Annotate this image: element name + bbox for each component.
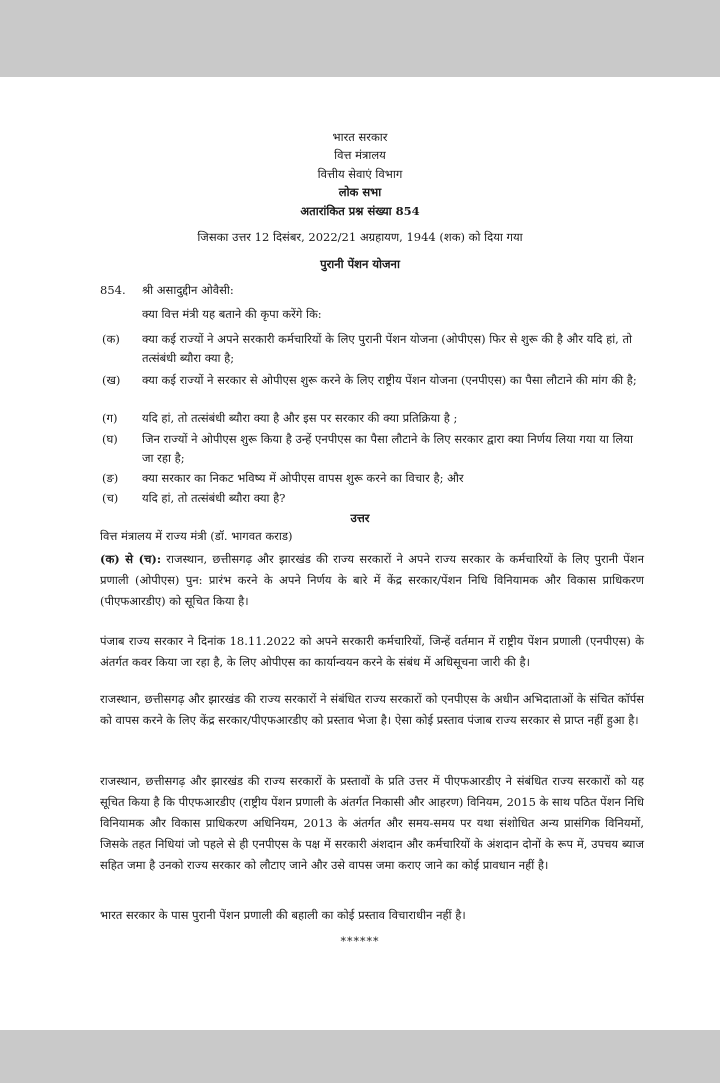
item-label: (च)	[102, 491, 119, 505]
answer-paragraph-4: राजस्थान, छत्तीसगढ़ और झारखंड की राज्य सरकारों के प्रस्तावों के प्रति उत्तर में पीएफआरडीए ने संबंधित राज्य सरकारों को यह सूचित किया है कि पीएफआरडीए (राष्ट्रीय पेंशन प्रणाली के अंतर्गत निकासी और आहरण) विनियम, 2015 के साथ पठित पेंशन निधि विनियामक और विकास प्राधिकरण अधिनियम, 2013 के अंतर्गत और समय-समय पर यथा संशोधित अन्य प्रासंगिक विनियमों, जिसके तहत निधियां जो पहले से ही एनपीएस के पक्ष में सरकारी अंशदान और कर्मचारियों के अंशदान दोनों के रूप में, उपचय ब्याज सहित जमा है उनको राज्य सरकार को लौटाए जाने और उसे वापस जमा कराए जाने का कोई प्रावधान नहीं है।	[100, 774, 644, 872]
bottom-gray-band	[0, 1030, 720, 1083]
answer-paragraph-1-text: राजस्थान, छत्तीसगढ़ और झारखंड की राज्य सरकारों ने अपने राज्य सरकार के कर्मचारियों के लिए पुरानी पेंशन प्रणाली (ओपीएस) पुन: प्रारंभ करने के अपने निर्णय के बारे में केंद्र सरकार/पेंशन निधि विनियामक और विकास प्राधिकरण (पीएफआरडीए) को सूचित किया है।	[100, 552, 644, 608]
item-label: (ग)	[102, 411, 118, 425]
answer-lead: (क) से (च):	[100, 552, 162, 566]
item-label: (ङ)	[102, 471, 119, 485]
answer-date: जिसका उत्तर 12 दिसंबर, 2022/21 अग्रहायण, 1944 (शक) को दिया गया	[197, 230, 523, 244]
top-gray-band	[0, 0, 720, 77]
item-text: यदि हां, तो तत्संबंधी ब्यौरा क्या है और इस पर सरकार की क्या प्रतिक्रिया है ;	[142, 411, 458, 425]
item-text: क्या कई राज्यों ने सरकार से ओपीएस शुरू करने के लिए राष्ट्रीय पेंशन योजना (एनपीएस) का पैसा लौटाने की मांग की है;	[142, 373, 637, 387]
end-marker: ******	[340, 935, 380, 948]
question-number: 854.	[100, 283, 126, 297]
document-page	[0, 77, 720, 1030]
item-text: क्या कई राज्यों ने अपने सरकारी कर्मचारियों के लिए पुरानी पेंशन योजना (ओपीएस) फिर से शुरू की है और यदि हां, तो तत्संबंधी ब्यौरा क्या है;	[142, 332, 633, 365]
subject-title: पुरानी पेंशन योजना	[320, 257, 400, 271]
answer-paragraph-1	[100, 549, 644, 612]
header-department: वित्तीय सेवाएं विभाग	[317, 167, 403, 181]
question-title: अतारांकित प्रश्न संख्या 854	[300, 204, 420, 218]
answer-paragraph-5: भारत सरकार के पास पुरानी पेंशन प्रणाली की बहाली का कोई प्रस्ताव विचाराधीन नहीं है।	[100, 908, 466, 922]
member-name: श्री असादुद्दीन ओवैसी:	[142, 283, 234, 297]
item-text: यदि हां, तो तत्संबंधी ब्यौरा क्या है?	[142, 491, 286, 505]
header-govt: भारत सरकार	[332, 130, 388, 144]
answer-paragraph-3: राजस्थान, छत्तीसगढ़ और झारखंड की राज्य सरकारों ने संबंधित राज्य सरकारों को एनपीएस के अधीन अभिदाताओं के संचित कॉर्पस को वापस करने के लिए केंद्र सरकार/पीएफआरडीए को प्रस्ताव भेजा है। ऐसा कोई प्रस्ताव पंजाब राज्य सरकार से प्राप्त नहीं हुआ है।	[100, 692, 644, 727]
item-label: (ख)	[102, 373, 121, 387]
item-text: क्या सरकार का निकट भविष्य में ओपीएस वापस शुरू करने का विचार है; और	[142, 471, 464, 485]
item-label: (घ)	[102, 432, 118, 446]
question-intro: क्या वित्त मंत्री यह बताने की कृपा करेंगे कि:	[142, 307, 322, 321]
answer-paragraph-2: पंजाब राज्य सरकार ने दिनांक 18.11.2022 को अपने सरकारी कर्मचारियों, जिन्हें वर्तमान में राष्ट्रीय पेंशन प्रणाली (एनपीएस) के अंतर्गत कवर किया जा रहा है, के लिए ओपीएस का कार्यान्वयन करने के संबंध में अधिसूचना जारी की है।	[100, 634, 644, 669]
answer-heading: उत्तर	[350, 511, 370, 525]
item-label: (क)	[102, 332, 120, 346]
header-house: लोक सभा	[338, 185, 382, 199]
answering-minister: वित्त मंत्रालय में राज्य मंत्री (डॉ. भागवत कराड)	[100, 529, 293, 543]
item-text: जिन राज्यों ने ओपीएस शुरू किया है उन्हें एनपीएस का पैसा लौटाने के लिए सरकार द्वारा क्या निर्णय लिया गया या लिया जा रहा है;	[142, 432, 633, 465]
header-ministry: वित्त मंत्रालय	[334, 148, 386, 162]
